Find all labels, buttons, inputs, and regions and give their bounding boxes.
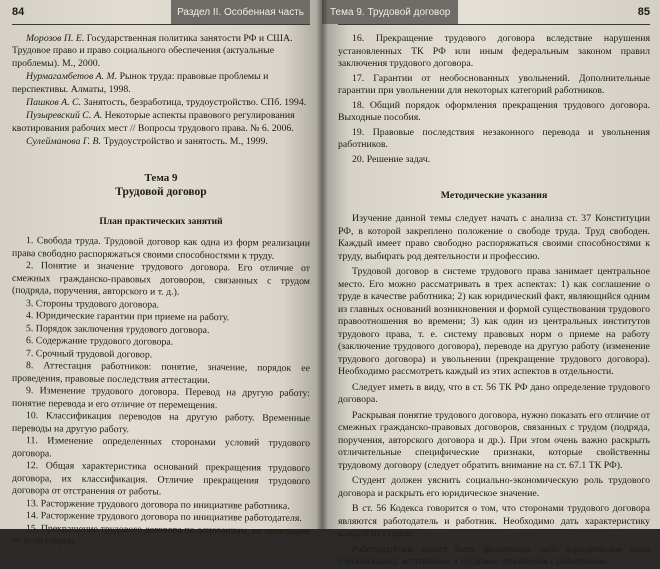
plan-list (12, 235, 310, 551)
paragraph: Изучение данной темы следует начать с анализа ст. 37 Конституции РФ, в которой закреплено положение о свободе труда. Труд свободен. Каждый имеет право свободно распоряжаться своими способностями к труду, выбирать род деятельности и профессию. (338, 213, 650, 262)
plan-item: 13. Расторжение трудового договора по инициативе работника. (26, 497, 290, 512)
plan-item: 20. Решение задач. (352, 153, 431, 165)
plan-item: 16. Прекращение трудового договора вследствие нарушения установленных ТК РФ или иным федеральным законом правил заключения трудового договора. (338, 33, 650, 69)
right-page (322, 0, 660, 567)
left-page (0, 0, 322, 547)
plan-item: 8. Аттестация работников: понятие, значение, порядок ее проведения, правовые последствия аттестации. (12, 359, 310, 386)
bibliography-entry: Нурмагамбетов А. М. Рынок труда: правовые проблемы и перспективы. Алматы, 1998. (12, 71, 269, 95)
paragraph: Следует иметь в виду, что в ст. 56 ТК РФ дано определение трудового договора. (338, 381, 650, 405)
left-running-header (12, 0, 310, 25)
plan-item: 15. Прекращение трудового договора по основаниям, не зависящим от воли сторон. (12, 522, 310, 547)
plan-item: 19. Правовые последствия незаконного перевода и увольнения работников. (338, 126, 650, 150)
bibliography-list (12, 33, 310, 149)
plan-item: 2. Понятие и значение трудового договора. Его отличие от смежных гражданско-правовых договоров, связанных с трудом (подряда, поручения, авторского и т. д.). (12, 259, 310, 298)
plan-heading: План практических занятий (99, 216, 223, 227)
plan-item: 5. Порядок заключения трудового договора. (26, 322, 210, 336)
plan-item: 9. Изменение трудового договора. Перевод на другую работу: понятие перевода и его отличие от перемещения. (12, 384, 310, 411)
paragraph: Работодателем может быть физическое либо юридическое лицо (организация), вступившее в трудовые отношения с работником. (338, 543, 650, 567)
plan-item: 7. Срочный трудовой договор. (26, 347, 153, 360)
plan-item: 18. Общий порядок оформления прекращения трудового договора. Выходные пособия. (338, 99, 650, 123)
plan-item: 10. Классификация переводов на другую работу. Временные переводы на другую работу. (12, 409, 310, 435)
plan-item: 4. Юридические гарантии при приеме на работу. (26, 309, 230, 323)
left-page-number: 84 (12, 6, 25, 18)
paragraph: Трудовой договор в системе трудового права занимает центральное место. Его можно рассматривать в трех аспектах: 1) как соглашение о труде в качестве работника; 2) как юридический факт, являющийся одним из главных оснований возникновения и формой существования трудового правоотношения во времени; 3) как один из центральных институтов трудового права, т. е. систему правовых норм о приеме на работу (заключение трудового договора), переводе на другую работу (изменение трудового договора) и увольнении (прекращение трудового договора). Необходимо рассмотреть каждый из этих аспектов в отдельности. (338, 266, 650, 377)
topic-title: Трудовой договор (115, 185, 207, 198)
plan-list-continued (338, 33, 650, 166)
book-gutter (316, 0, 328, 529)
methods-heading: Методические указания (440, 190, 548, 201)
plan-item: 17. Гарантии от необоснованных увольнений. Дополнительные гарантии при увольнении для некоторых категорий работников. (338, 72, 650, 96)
plan-item: 1. Свобода труда. Трудовой договор как одна из форм реализации права свободно распоряжаться своими способностями к труду. (12, 234, 310, 261)
plan-item: 12. Общая характеристика оснований прекращения трудового договора, их классификация. Отличие прекращения трудового договора от отстранения от работы. (12, 459, 310, 498)
plan-item: 11. Изменение определенных сторонами условий трудового договора. (12, 434, 310, 459)
plan-item: 6. Содержание трудового договора. (26, 334, 174, 348)
paragraph: Студент должен уяснить социально-экономическую роль трудового договора и раскрыть его юридическое значение. (338, 475, 650, 499)
paragraph: В ст. 56 Кодекса говорится о том, что сторонами трудового договора являются работодатель и работник. Необходимо дать характеристику каждой из сторон. (338, 503, 650, 539)
bibliography-entry: Морозов П. Е. Государственная политика занятости РФ и США. Трудовое право и право социального обеспечения (актуальные проблемы). М., 2000. (12, 33, 293, 69)
bibliography-entry: Пашков А. С. Занятость, безработица, трудоустройство. СПб. 1994. (26, 97, 307, 109)
bibliography-entry: Сулейманова Г. В. Трудоустройство и занятость. М., 1999. (26, 136, 268, 148)
left-section-header: Раздел II. Особенная часть (171, 0, 310, 24)
right-page-number: 85 (637, 6, 650, 18)
plan-item: 3. Стороны трудового договора. (26, 297, 159, 310)
plan-item: 14. Расторжение трудового договора по инициативе работодателя. (26, 509, 302, 524)
methods-body (338, 213, 650, 569)
paragraph: Раскрывая понятие трудового договора, нужно показать его отличие от смежных гражданско-правовых договоров, связанных с трудом (подряда, поручения, авторского договора и др.). При этом очень важно раскрыть отличительные специфические признаки, которые свойственны трудовому договору (следует обратить внимание на ст. 67.1 ТК РФ). (338, 409, 650, 471)
right-section-header: Тема 9. Трудовой договор (322, 0, 458, 24)
right-running-header (330, 0, 650, 25)
topic-label: Тема 9 (144, 171, 178, 184)
bibliography-entry: Пузыревский С. А. Некоторые аспекты правового регулирования квотирования рабочих мест // Вопросы трудового права. № 6. 2006. (12, 110, 295, 134)
